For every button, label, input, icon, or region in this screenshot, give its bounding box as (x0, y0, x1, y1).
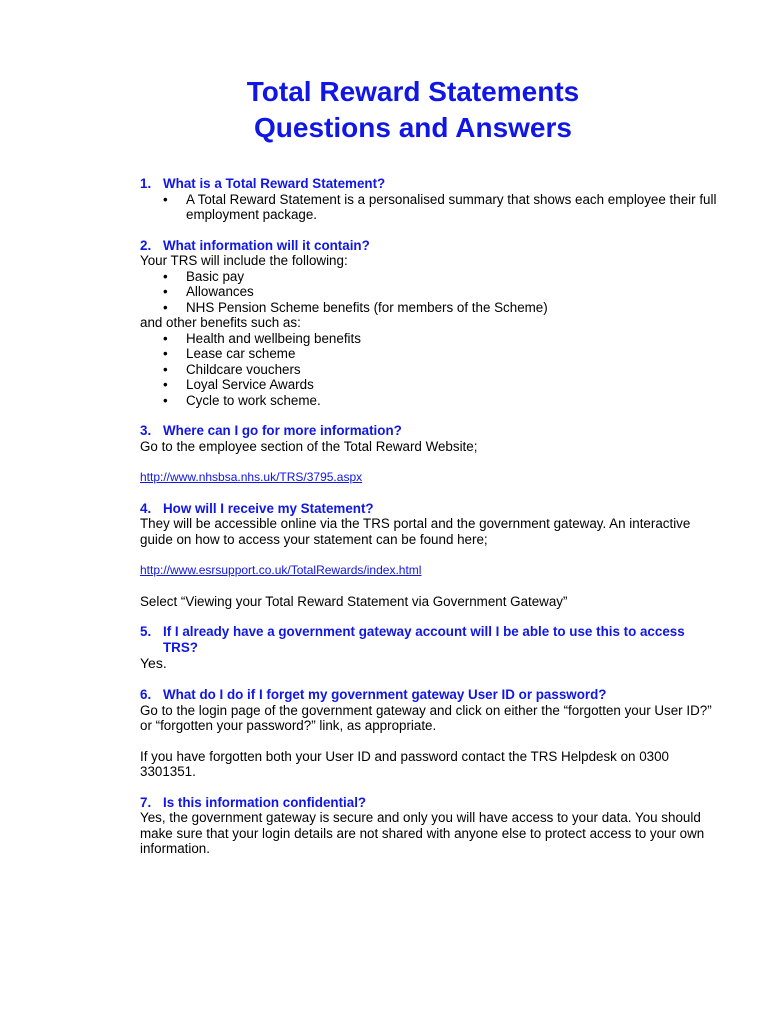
document-title (0, 74, 770, 146)
answer-text: and other benefits such as: (140, 315, 301, 330)
title-line-1: Total Reward Statements (246, 76, 580, 107)
answer-bullet-list (140, 192, 720, 223)
question-text: What information will it contain? (163, 237, 370, 253)
answer-text: Go to the employee section of the Total Reward Website; (140, 438, 478, 454)
question-text: Is this information confidential? (163, 794, 367, 810)
question-6 (140, 687, 720, 703)
answer-text: Your TRS will include the following: (140, 253, 348, 268)
question-text: If I already have a government gateway account will I be able to use this to access TRS? (163, 624, 685, 655)
list-item: • Loyal Service Awards (140, 377, 720, 393)
list-item: • Health and wellbeing benefits (140, 331, 720, 347)
answer-text: They will be accessible online via the TRS portal and the government gateway. An interactive guide on how to access your statement can be found here; (140, 516, 691, 547)
answer-text: Select “Viewing your Total Reward Statement via Government Gateway” (140, 593, 568, 609)
nhsbsa-trs-link[interactable]: http://www.nhsbsa.nhs.uk/TRS/3795.aspx (140, 470, 363, 484)
list-item: • NHS Pension Scheme benefits (for members of the Scheme) (140, 300, 720, 316)
included-items-list (140, 269, 720, 316)
section-7 (140, 795, 720, 857)
question-number: 2. (140, 237, 152, 253)
answer-text: Yes. (140, 655, 167, 671)
section-5 (140, 624, 720, 672)
list-item: • Basic pay (140, 269, 720, 285)
question-5 (140, 624, 720, 655)
question-number: 1. (140, 176, 152, 191)
question-text: What is a Total Reward Statement? (163, 176, 386, 191)
list-item: • Cycle to work scheme. (140, 393, 720, 409)
question-3 (140, 423, 720, 439)
section-6 (140, 687, 720, 780)
question-7 (140, 795, 720, 811)
list-item: • A Total Reward Statement is a personalised summary that shows each employee their full employment package. (140, 192, 720, 223)
question-number: 7. (140, 794, 152, 810)
section-1 (140, 176, 720, 223)
question-4 (140, 501, 720, 517)
list-item: • Allowances (140, 284, 720, 300)
question-number: 6. (140, 687, 152, 702)
list-item: • Childcare vouchers (140, 362, 720, 378)
question-1 (140, 176, 720, 192)
section-3 (140, 423, 720, 486)
answer-text: If you have forgotten both your User ID and password contact the TRS Helpdesk on 0300 3301351. (140, 748, 669, 779)
question-number: 3. (140, 423, 152, 438)
question-2 (140, 238, 720, 254)
title-line-2: Questions and Answers (254, 112, 572, 143)
section-4 (140, 501, 720, 610)
question-number: 5. (140, 624, 152, 639)
question-number: 4. (140, 500, 152, 516)
question-text: Where can I go for more information? (163, 423, 402, 438)
answer-text: Go to the login page of the government gateway and click on either the “forgotten your User ID?” or “forgotten your password?” link, as appropriate. (140, 702, 712, 733)
other-benefits-list (140, 331, 720, 409)
question-text: How will I receive my Statement? (163, 500, 374, 516)
esrsupport-link[interactable]: http://www.esrsupport.co.uk/TotalRewards/index.html (140, 563, 422, 577)
answer-text: Yes, the government gateway is secure and only you will have access to your data. You should make sure that your login details are not shared with anyone else to protect access to your own information. (140, 810, 705, 856)
section-2 (140, 238, 720, 409)
question-text: What do I do if I forget my government gateway User ID or password? (163, 687, 607, 702)
list-item: • Lease car scheme (140, 346, 720, 362)
qa-content (140, 176, 720, 857)
